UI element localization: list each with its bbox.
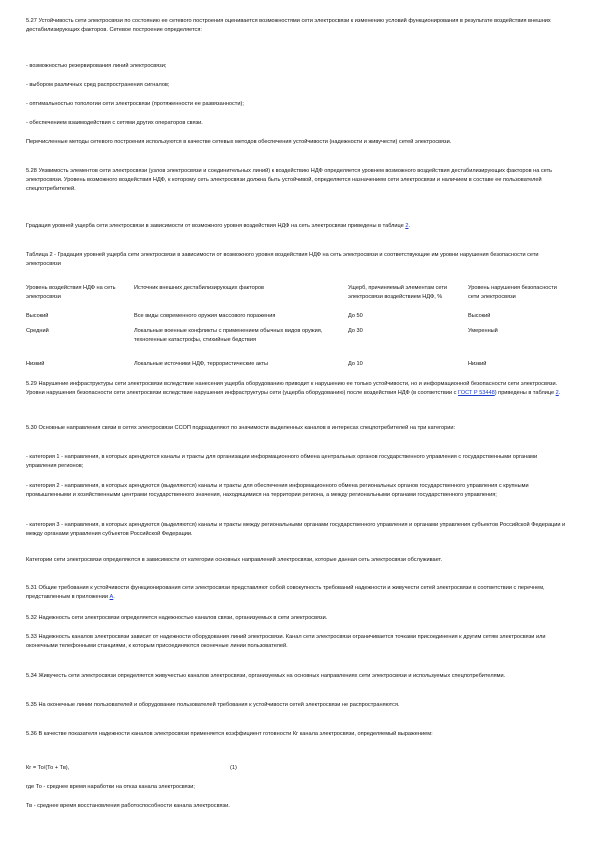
where-to: где То - среднее время наработки на отказ канала электросвязи; <box>26 784 195 790</box>
header-impact-level: Уровень воздействия НДФ на сеть электросвязи <box>26 285 116 300</box>
para-5-31-end: . <box>113 593 115 600</box>
table-caption: Таблица 2 - Градация уровней ущерба сети электросвязи в зависимости от возможного уровня воздействия НДФ на сеть электросвязи и соответствующие им уровни нарушения безопасности сети электросвязи <box>26 252 539 267</box>
para-5-35: 5.35 На оконечные линии пользователей и оборудование пользователей требования к устойчивости сетей электросвязи не распространяются. <box>26 702 400 708</box>
where-tv: Тв - среднее время восстановления работоспособности канала электросвязи. <box>26 803 230 809</box>
category-3: - категория 3 - направления, в которых арендуются (выделяются) каналы и тракты между региональными органами государственного управления и органами управления субъектов Российской Федерации и между органами управления субъектов Российской Федерации. <box>26 522 566 537</box>
cell-damage: До 10 <box>348 361 363 367</box>
header-security-level: Уровень нарушения безопасности сети электросвязи <box>468 285 557 300</box>
gradation-text: Градация уровней ущерба сети электросвязи в зависимости от возможного уровня воздействия НДФ на сеть электросвязи приведены в таблице <box>26 223 406 229</box>
cell-level: Средний <box>26 328 49 334</box>
cell-source: Локальные источники НДФ, террористические акты <box>134 361 269 367</box>
cell-security: Высокий <box>468 313 491 319</box>
cell-damage: До 30 <box>348 328 363 334</box>
formula-availability <box>26 764 568 773</box>
category-2: - категория 2 - направления, в которых арендуются (выделяются) каналы и тракты для обеспечения информационного обмена региональных органов государственного управления с крупными промышленными и хозяйственными центрами государственного значения, находящимися на территории региона, а между региональными органами государственного управления; <box>26 483 529 498</box>
para-5-30: 5.30 Основные направления связи в сетях электросвязи ССОП подразделяют по значимости выделенных каналов в интересах спецпотребителей на три категории: <box>26 425 456 431</box>
formula-expression: Кг = То/(То + Тв), <box>26 765 70 771</box>
para-5-27: 5.27 Устойчивость сети электросвязи по состоянию ее сетевого построения оценивается возможностями сети электросвязи к изменению условий функционирования в результате воздействия внешних дестабилизирующих факторов. Сетевое построение определяется: <box>26 18 551 33</box>
header-damage: Ущерб, причиняемый элементам сети электросвязи воздействием НДФ, % <box>348 285 448 300</box>
table-header-row <box>26 284 568 312</box>
para-5-31-text: 5.31 Общие требования к устойчивости функционирования сети электросвязи представляют собой совокупность требований надежности и живучести сетей электросвязи в соответствии с перечнем, представленным в приложении <box>26 585 545 600</box>
bullet-media: - выбором различных сред распространения сигналов; <box>26 82 170 88</box>
cell-security: Умеренный <box>468 328 498 334</box>
gradation-end: . <box>408 223 411 229</box>
bullet-interaction: - обеспечением взаимодействия с сетями других операторов связи. <box>26 120 203 126</box>
cell-source: Все виды современного оружия массового поражения <box>134 313 276 319</box>
para-5-33: 5.33 Надежность каналов электросвязи зависит от надежности оборудования линий электросвязи. Канал сети электросвязи ограничивается точками присоединения к другим сетям электросвязи или оконечными телефонными станциями, к которым присоединяются оконечные линии пользователей. <box>26 634 546 649</box>
para-5-29-text: 5.29 Нарушение инфраструктуры сети электросвязи вследствие нанесения ущерба оборудованию приводит к нарушению ее только устойчивости, но и информационной безопасности сети электросвязи. Уровни нарушения безопасности сети электросвязи вследствие нарушения инфраструктуры сети (ущерба оборудованию) после воздействия НДФ (в соответствии с <box>26 381 558 396</box>
para-5-29 <box>26 380 568 398</box>
table-row <box>26 327 568 360</box>
cell-security: Низкий <box>468 361 487 367</box>
cell-source: Локальные военные конфликты с применением обычных видов оружия, техногенные катастрофы, стихийные бедствия <box>134 328 323 343</box>
table-2-link[interactable]: 2 <box>405 223 409 229</box>
cell-level: Низкий <box>26 361 45 367</box>
para-5-32: 5.32 Надежность сети электросвязи определяется надежностью каналов связи, организуемых в сети электросвязи. <box>26 615 328 621</box>
category-1: - категория 1 - направления, в которых арендуются каналы и тракты для организации информационного обмена центральных органов государственного управления с государственными органами управления регионов; <box>26 454 538 469</box>
para-gradation <box>26 222 568 231</box>
damage-table <box>26 284 568 372</box>
para-5-34: 5.34 Живучесть сети электросвязи определяется живучестью каналов электросвязи, организуемых на основных направлениях сети электросвязи и используемых спецпотребителями. <box>26 673 506 679</box>
para-5-28: 5.28 Уязвимость элементов сети электросвязи (узлов электросвязи и соединительных линий) к воздействию НДФ определяется уровнем возможного воздействия дестабилизирующих факторов на сеть электросвязи. Уровень возможного воздействия НДФ, к которому сеть электросвязи должна быть устойчивой, определяется назначением сети электросвязи и наличием в составе ее пользователей спецпотребителей. <box>26 168 553 192</box>
para-5-29-mid: ) приведены в таблице <box>494 389 556 396</box>
cell-level: Высокий <box>26 313 49 319</box>
bullet-topology: - оптимальностью топологии сети электросвязи (протяженности ее развязанности); <box>26 101 244 107</box>
bullet-reservation: - возможностью резервирования линий электросвязи; <box>26 63 167 69</box>
table-2-link-2[interactable]: 2 <box>555 389 559 396</box>
para-categories: Категории сети электросвязи определяются в зависимости от категории основных направлений электросвязи, которые данная сеть электросвязи обслуживает. <box>26 557 443 563</box>
para-5-31 <box>26 584 568 602</box>
para-methods: Перечисленные методы сетевого построения используются в качестве сетевых методов обеспечения устойчивости (надежности и живучести) сетей электросвязи. <box>26 139 452 145</box>
cell-damage: До 50 <box>348 313 363 319</box>
table-row <box>26 360 568 372</box>
appendix-a-link[interactable]: А <box>109 593 114 600</box>
table-row <box>26 312 568 327</box>
para-5-36: 5.36 В качестве показателя надежности каналов электросвязи применяется коэффициент готовности Кг канала электросвязи, определяемый выражением: <box>26 731 433 737</box>
para-5-29-end: . <box>558 389 561 396</box>
gost-link[interactable]: ГОСТ Р 53448 <box>458 389 495 396</box>
formula-number: (1) <box>230 765 237 771</box>
header-source: Источник внешних дестабилизирующих факторов <box>134 285 264 291</box>
